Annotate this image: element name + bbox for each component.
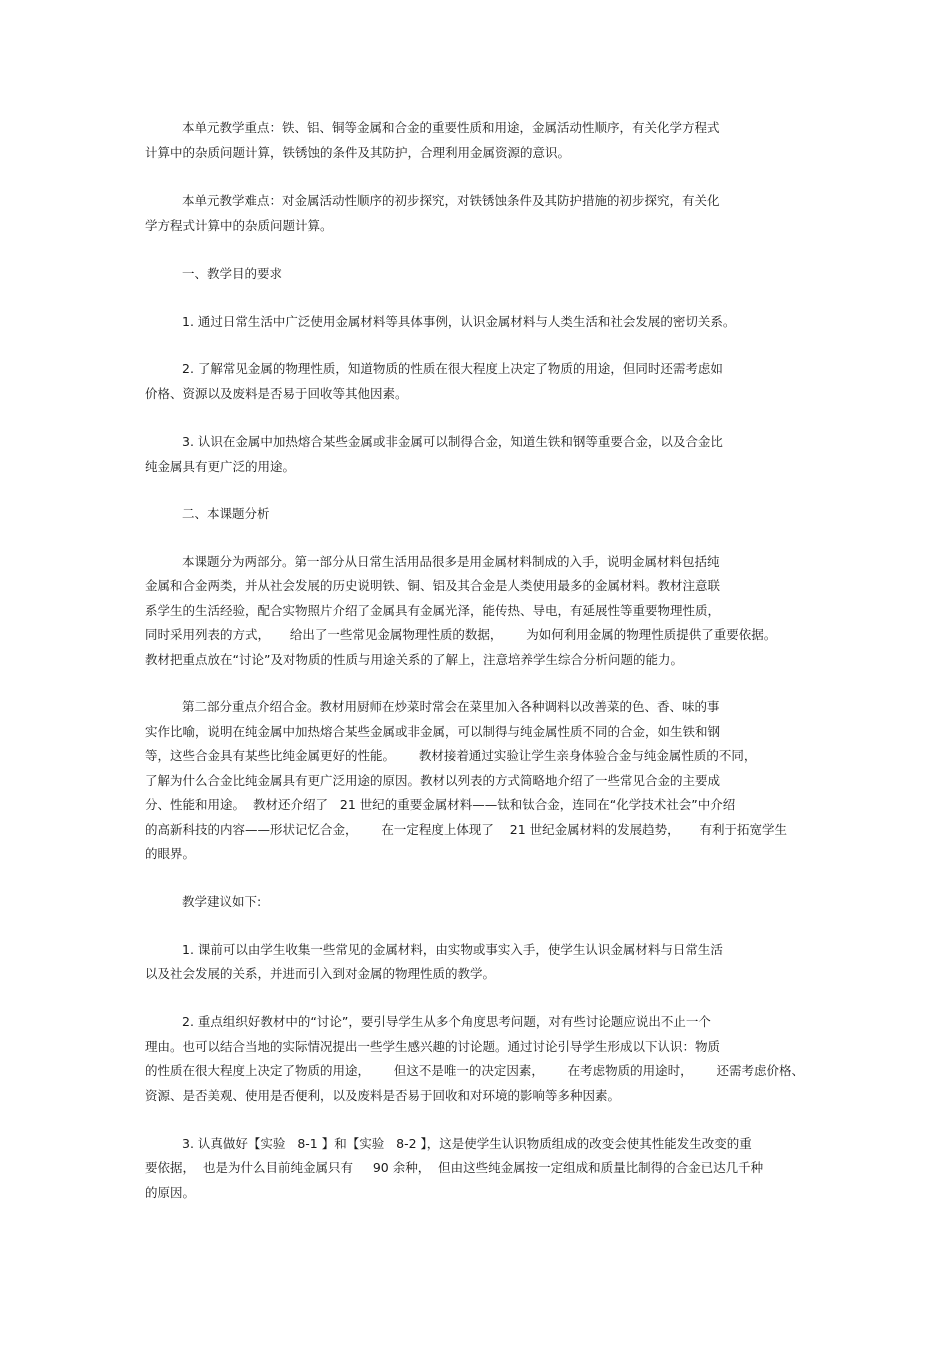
section-heading: 教学建议如下:	[182, 894, 262, 909]
text-line: 价格、资源以及废料是否易于回收等其他因素。	[145, 386, 408, 401]
text-line: 本单元教学重点：铁、铝、铜等金属和合金的重要性质和用途，金属活动性顺序，有关化学方程式	[182, 120, 720, 135]
text-line: 3. 认真做好【实验 8-1 】和【实验 8-2 】，这是使学生认识物质组成的改变会使其性能发生改变的重	[182, 1136, 752, 1151]
text-line: 2. 重点组织好教材中的“讨论”，要引导学生从多个角度思考问题，对有些讨论题应说出不止一个	[182, 1014, 711, 1029]
text-line: 的性质在很大程度上决定了物质的用途， 但这不是唯一的决定因素， 在考虑物质的用途时， 还需考虑价格、	[145, 1063, 805, 1078]
text-line: 的原因。	[145, 1185, 196, 1200]
text-line: 教材把重点放在“讨论”及对物质的性质与用途关系的了解上，注意培养学生综合分析问题的能力。	[145, 652, 683, 667]
text-line: 系学生的生活经验，配合实物照片介绍了金属具有金属光泽，能传热、导电，有延展性等重要物理性质，	[145, 603, 721, 618]
text-line: 第二部分重点介绍合金。教材用厨师在炒菜时常会在菜里加入各种调料以改善菜的色、香、味的事	[182, 699, 720, 714]
text-line: 了解为什么合金比纯金属具有更广泛用途的原因。教材以列表的方式简略地介绍了一些常见合金的主要成	[145, 773, 721, 788]
text-line: 分、性能和用途。 教材还介绍了 21 世纪的重要金属材料——钛和钛合金，连同在“化学技术社会”中介绍	[145, 797, 736, 812]
text-line: 纯金属具有更广泛的用途。	[145, 459, 296, 474]
section-heading: 二、本课题分析	[182, 506, 270, 521]
text-line: 2. 了解常见金属的物理性质，知道物质的性质在很大程度上决定了物质的用途，但同时还需考虑如	[182, 361, 723, 376]
text-line: 计算中的杂质问题计算，铁锈蚀的条件及其防护，合理利用金属资源的意识。	[145, 145, 571, 160]
text-line: 金属和合金两类，并从社会发展的历史说明铁、铜、铝及其合金是人类使用最多的金属材料。教材注意联	[145, 578, 721, 593]
text-line: 资源、是否美观、使用是否便利，以及废料是否易于回收和对环境的影响等多种因素。	[145, 1088, 621, 1103]
text-line: 的高新科技的内容——形状记忆合金， 在一定程度上体现了 21 世纪金属材料的发展趋势， 有利于拓宽学生	[145, 822, 787, 837]
text-line: 学方程式计算中的杂质问题计算。	[145, 218, 333, 233]
text-line: 同时采用列表的方式， 给出了一些常见金属物理性质的数据， 为如何利用金属的物理性质提供了重要依据。	[145, 627, 777, 642]
text-line: 1. 通过日常生活中广泛使用金属材料等具体事例，认识金属材料与人类生活和社会发展的密切关系。	[182, 314, 736, 329]
text-line: 本单元教学难点：对金属活动性顺序的初步探究，对铁锈蚀条件及其防护措施的初步探究，有关化	[182, 193, 720, 208]
text-line: 本课题分为两部分。第一部分从日常生活用品很多是用金属材料制成的入手，说明金属材料包括纯	[182, 554, 720, 569]
text-line: 理由。也可以结合当地的实际情况提出一些学生感兴趣的讨论题。通过讨论引导学生形成以下认识：物质	[145, 1039, 721, 1054]
text-line: 的眼界。	[145, 846, 196, 861]
text-line: 实作比喻，说明在纯金属中加热熔合某些金属或非金属，可以制得与纯金属性质不同的合金，如生铁和钢	[145, 724, 721, 739]
section-heading: 一、教学目的要求	[182, 266, 283, 281]
text-line: 等，这些合金具有某些比纯金属更好的性能。 教材接着通过实验让学生亲身体验合金与纯金属性质的不同，	[145, 748, 757, 763]
text-line: 要依据， 也是为什么目前纯金属只有 90 余种， 但由这些纯金属按一定组成和质量比制得的合金已达几千种	[145, 1160, 764, 1175]
text-line: 3. 认识在金属中加热熔合某些金属或非金属可以制得合金，知道生铁和钢等重要合金，以及合金比	[182, 434, 723, 449]
text-line: 以及社会发展的关系，并进而引入到对金属的物理性质的教学。	[145, 966, 496, 981]
text-line: 1. 课前可以由学生收集一些常见的金属材料，由实物或事实入手，使学生认识金属材料与日常生活	[182, 942, 723, 957]
